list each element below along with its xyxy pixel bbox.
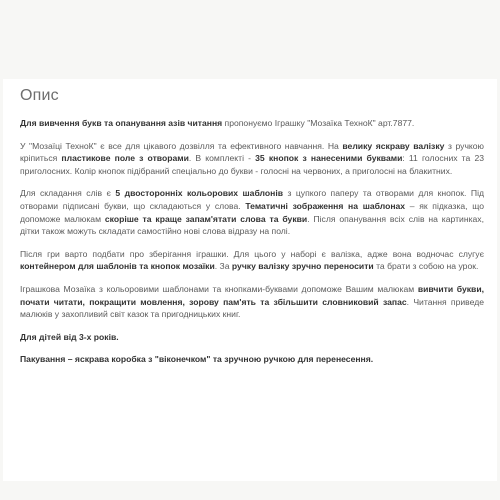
paragraph-intro <box>20 117 484 130</box>
text: . В комплекті - <box>188 153 256 164</box>
paragraph-templates <box>20 187 484 237</box>
bold-text: Пакування – яскрава коробка з "віконечком" та зручною ручкою для перенесення. <box>20 354 374 365</box>
text: з цупкого паперу та отворами для кнопок. Під отворами підписані букви, що складаються у слова. <box>20 188 484 211</box>
section-title: Опис <box>20 87 59 104</box>
bold-text: 5 двосторонніх кольорових шаблонів <box>115 188 284 199</box>
bold-text: Для вивчення букв та опанування азів читання <box>20 118 223 128</box>
paragraph-packaging <box>20 353 484 366</box>
text: . Після опанування всіх слів на картинках, дітки також можуть складати самостійно нові слова відразу на полі. <box>20 213 484 237</box>
bold-text: ручку валізку зручно переносити <box>231 261 374 272</box>
bold-text: велику яскраву валізку <box>342 140 445 151</box>
paragraph-storage <box>20 248 484 273</box>
paragraph-contents <box>20 140 484 178</box>
bold-text: пластикове поле з отворами <box>61 153 189 164</box>
bold-text: вивчити букви, почати читати, покращити мовлення, зорову пам'ять та збільшити словниковий запас <box>20 283 484 307</box>
text: Іграшкова Мозаїка з кольоровими шаблонами та кнопками-буквами допоможе Вашим малюкам <box>20 283 418 294</box>
paragraph-benefits <box>20 283 484 321</box>
text: Для складання слів є <box>20 188 116 199</box>
text: . Читання приведе малюків у захопливий світ казок та пригодницьких книг. <box>20 296 484 320</box>
bold-text: скоріше та краще запам'ятати слова та букви <box>104 213 308 224</box>
text: та брати з собою на урок. <box>373 261 479 272</box>
bold-text: контейнером для шаблонів та кнопок мозаїки <box>20 261 215 272</box>
text: У "Мозаїці ТехноК" є все для цікавого дозвілля та ефективного навчання. На <box>20 140 343 151</box>
description-body <box>20 117 484 366</box>
bold-text: Для дітей від 3-х років. <box>20 331 119 342</box>
text: з ручкою кріпиться <box>20 140 484 164</box>
paragraph-age <box>20 331 484 344</box>
text: пропонуємо Іграшку "Мозаїка ТехноК" арт.7877. <box>222 118 415 128</box>
text: : 11 голосних та 23 приголосних. Колір кнопок підібраний спеціально до букви - голосні на червоних, а приголосні на блакитних. <box>20 153 485 176</box>
text: . За <box>214 261 232 272</box>
text: – як підказка, що допоможе малюкам <box>20 200 484 224</box>
bold-text: 35 кнопок з нанесеними буквами <box>255 153 403 164</box>
text: Після гри варто подбати про зберігання іграшки. Для цього у наборі є валізка, адже вона водночас слугує <box>20 248 484 259</box>
description-card <box>3 79 497 481</box>
bold-text: Тематичні зображення на шаблонах <box>245 200 406 211</box>
